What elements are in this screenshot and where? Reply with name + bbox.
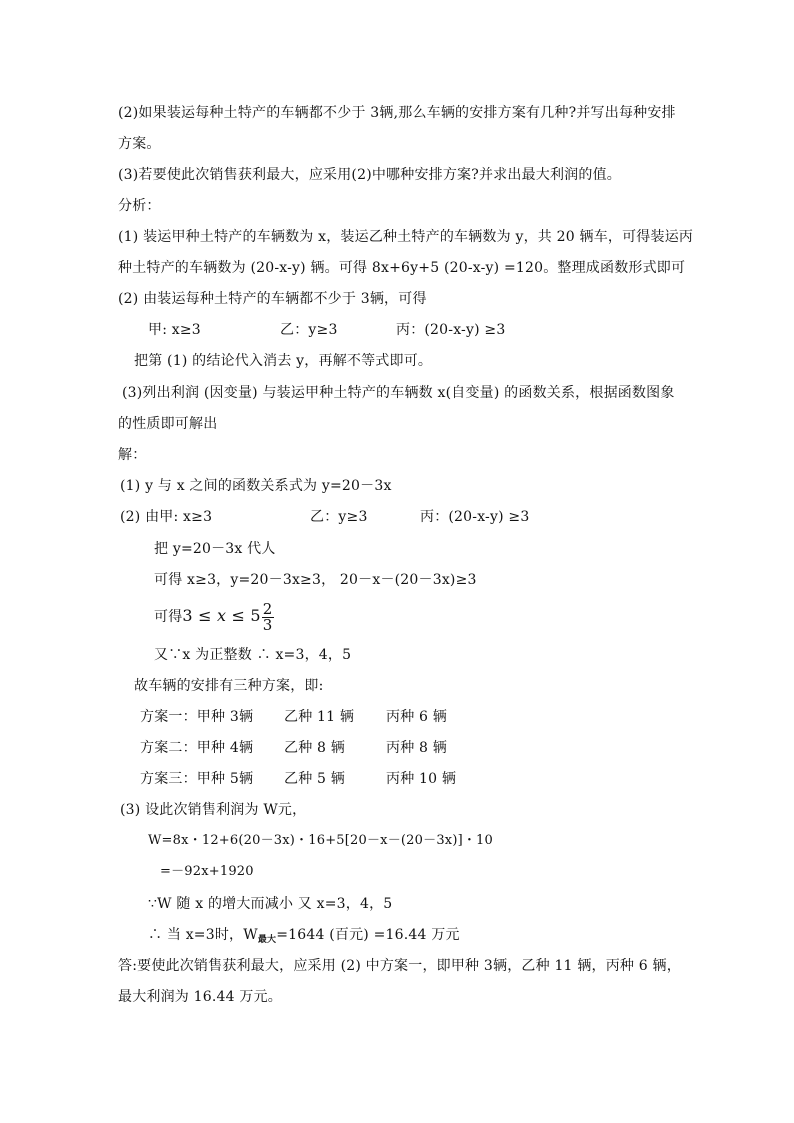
answer-line-2: 最大利润为 16.44 万元。 xyxy=(118,989,282,1005)
analysis-1-line-1: (1) 装运甲种土特产的车辆数为 x，装运乙种土特产的车辆数为 y，共 20 辆车，可得装运丙 xyxy=(118,229,694,245)
solution-2-substitute: 把 y=20－3x 代人 xyxy=(154,541,276,557)
answer-line-1: 答:要使此次销售获利最大，应采用 (2) 中方案一，即甲种 3辆，乙种 11 辆，丙种 6 辆， xyxy=(118,958,681,974)
analysis-2-bing: 丙：(20-x-y) ≥3 xyxy=(396,322,506,338)
range-variable: x xyxy=(216,606,227,625)
plan-1-name: 方案一：甲种 3辆 xyxy=(140,709,254,725)
analysis-2-yi: 乙：y≥3 xyxy=(280,322,338,338)
analysis-1-line-2: 种土特产的车辆数为 (20-x-y) 辆。可得 8x+6y+5 (20-x-y) =120。整理成函数形式即可 xyxy=(118,260,686,276)
solution-2-range xyxy=(154,598,274,635)
analysis-3-line-1: (3)列出利润 (因变量) 与装运甲种土特产的车辆数 x(自变量) 的函数关系，根据函数图象 xyxy=(122,385,675,401)
solution-heading: 解： xyxy=(118,447,147,463)
solution-2-integer: 又∵x 为正整数 ∴ x=3，4，5 xyxy=(154,647,352,663)
analysis-2-jia: 甲: x≥3 xyxy=(148,322,201,338)
plan-2-name: 方案二：甲种 4辆 xyxy=(140,740,254,756)
analysis-2: (2) 由装运每种土特产的车辆都不少于 3辆，可得 xyxy=(118,291,427,307)
question-2-line-1: (2)如果装运每种土特产的车辆都不少于 3辆,那么车辆的安排方案有几种?并写出每种安排 xyxy=(118,105,676,121)
plan-2-yi: 乙种 8 辆 xyxy=(284,740,346,756)
question-2-line-2: 方案。 xyxy=(118,136,161,152)
fraction-denominator: 3 xyxy=(262,615,273,634)
range-mid: ≤ 5 xyxy=(226,606,261,625)
solution-1: (1) y 与 x 之间的函数关系式为 y=20－3x xyxy=(120,478,392,494)
plan-1-bing: 丙种 6 辆 xyxy=(386,709,448,725)
range-fraction xyxy=(262,599,274,634)
solution-3-equation-1: W=8x・12+6(20－3x)・16+5[20－x－(20－3x)]・10 xyxy=(148,833,494,848)
solution-2-jia: (2) 由甲: x≥3 xyxy=(120,509,213,525)
plan-3-bing: 丙种 10 辆 xyxy=(386,771,457,787)
max-value: =1644 (百元) =16.44 万元 xyxy=(276,927,460,943)
solution-2-yi: 乙：y≥3 xyxy=(310,509,368,525)
solution-3-decreasing: ∵W 随 x 的增大而减小 又 x=3，4，5 xyxy=(148,896,393,912)
solution-2-conclusion: 故车辆的安排有三种方案，即: xyxy=(134,678,324,694)
max-subscript: 最大 xyxy=(257,935,277,945)
plan-3-yi: 乙种 5 辆 xyxy=(284,771,346,787)
analysis-heading: 分析： xyxy=(118,198,161,214)
plan-3-name: 方案三：甲种 5辆 xyxy=(140,771,254,787)
range-lhs: 3 ≤ xyxy=(182,606,217,625)
solution-3-equation-2: =－92x+1920 xyxy=(160,864,254,879)
plan-1-yi: 乙种 11 辆 xyxy=(284,709,355,725)
solution-2-inequalities: 可得 x≥3，y=20－3x≥3， 20－x－(20－3x)≥3 xyxy=(154,572,477,588)
range-prefix: 可得 xyxy=(154,609,183,625)
plan-2-bing: 丙种 8 辆 xyxy=(386,740,448,756)
solution-3-maximum xyxy=(148,926,460,949)
analysis-3-line-2: 的性质即可解出 xyxy=(118,416,218,432)
solution-3: (3) 设此次销售利润为 W元， xyxy=(120,802,307,818)
solution-2-bing: 丙：(20-x-y) ≥3 xyxy=(420,509,530,525)
analysis-2-substitute: 把第 (1) 的结论代入消去 y，再解不等式即可。 xyxy=(134,353,433,369)
range-expression xyxy=(182,606,260,625)
fraction-numerator: 2 xyxy=(262,599,273,618)
max-prefix: ∴ 当 x=3时，W xyxy=(148,927,258,943)
question-3: (3)若要使此次销售获利最大，应采用(2)中哪种安排方案?并求出最大利润的值。 xyxy=(118,167,621,183)
